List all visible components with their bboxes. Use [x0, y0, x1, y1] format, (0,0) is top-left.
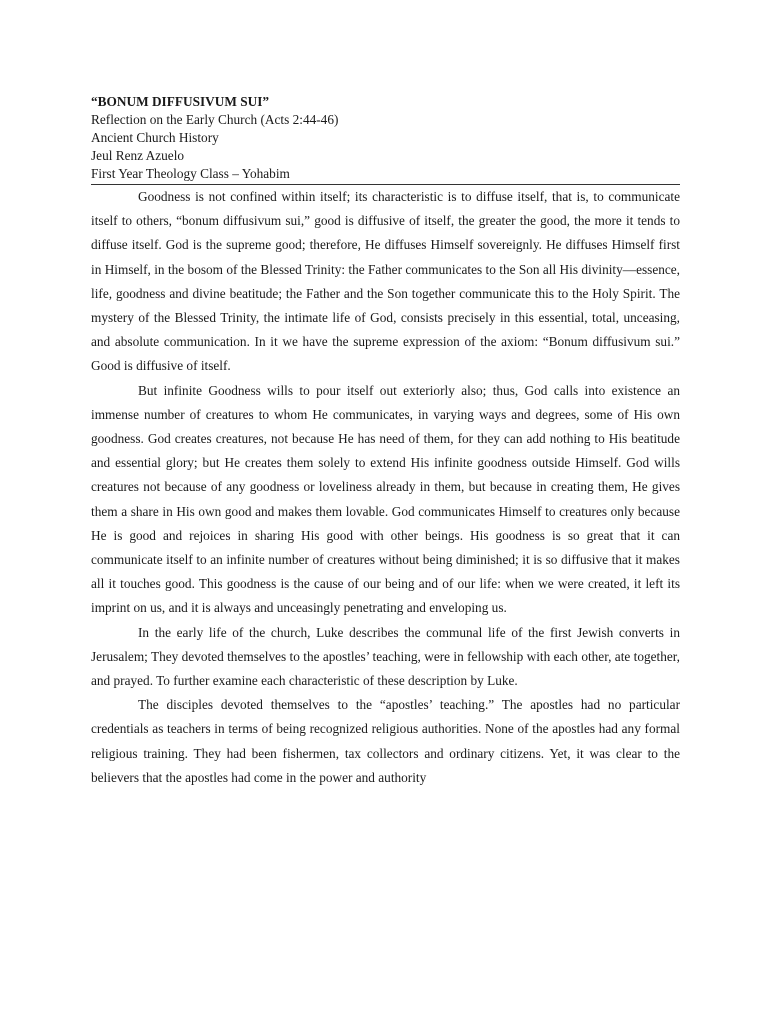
- document-header: [91, 93, 680, 185]
- paragraph: The disciples devoted themselves to the “apostles’ teaching.” The apostles had no particular credentials as teachers in terms of being recognized religious authorities. None of the apostles had any formal religious training. They had been fishermen, tax collectors and ordinary citizens. Yet, it was clear to the believers that the apostles had come in the power and authority: [91, 697, 680, 785]
- document-title: “BONUM DIFFUSIVUM SUI”: [91, 94, 270, 109]
- paragraph: In the early life of the church, Luke describes the communal life of the first Jewish converts in Jerusalem; They devoted themselves to the apostles’ teaching, were in fellowship with each other, ate together, and prayed. To further examine each characteristic of these description by Luke.: [91, 624, 680, 689]
- author-name: Jeul Renz Azuelo: [91, 148, 185, 163]
- essay-text: [91, 185, 680, 790]
- paragraph: Goodness is not confined within itself; its characteristic is to diffuse itself, that is, to communicate itself to others, “bonum diffusivum sui,” good is diffusive of itself, the greater the good, the more it tends to diffuse itself. God is the supreme good; therefore, He diffuses Himself sovereignly. He diffuses Himself first in Himself, in the bosom of the Blessed Trinity: the Father communicates to the Son all His divinity—essence, life, goodness and divine beatitude; the Father and the Son together communicate this to the Holy Spirit. The mystery of the Blessed Trinity, the intimate life of God, consists precisely in this essential, total, unceasing, and absolute communication. In it we have the supreme expression of the axiom: “Bonum diffusivum sui.” Good is diffusive of itself.: [91, 189, 680, 374]
- class-name: First Year Theology Class – Yohabim: [91, 166, 290, 181]
- document-subtitle: Reflection on the Early Church (Acts 2:44-46): [91, 112, 339, 127]
- paragraph: But infinite Goodness wills to pour itself out exteriorly also; thus, God calls into existence an immense number of creatures to whom He communicates, in varying ways and degrees, some of His own goodness. God creates creatures, not because He has need of them, for they can add nothing to His beatitude and essential glory; but He creates them solely to extend His infinite goodness outside Himself. God wills creatures not because of any goodness or loveliness already in them, but because in creating them, He gives them a share in His own good and makes them lovable. God communicates Himself to creatures only because He is good and rejoices in sharing His good with other beings. His goodness is so great that it can communicate itself to an infinite number of creatures without being diminished; it is so diffusive that it makes all it touches good. This goodness is the cause of our being and of our life: when we were created, it left its imprint on us, and it is always and unceasingly penetrating and enveloping us.: [91, 382, 680, 616]
- course-name: Ancient Church History: [91, 130, 219, 145]
- document-body: [91, 93, 680, 790]
